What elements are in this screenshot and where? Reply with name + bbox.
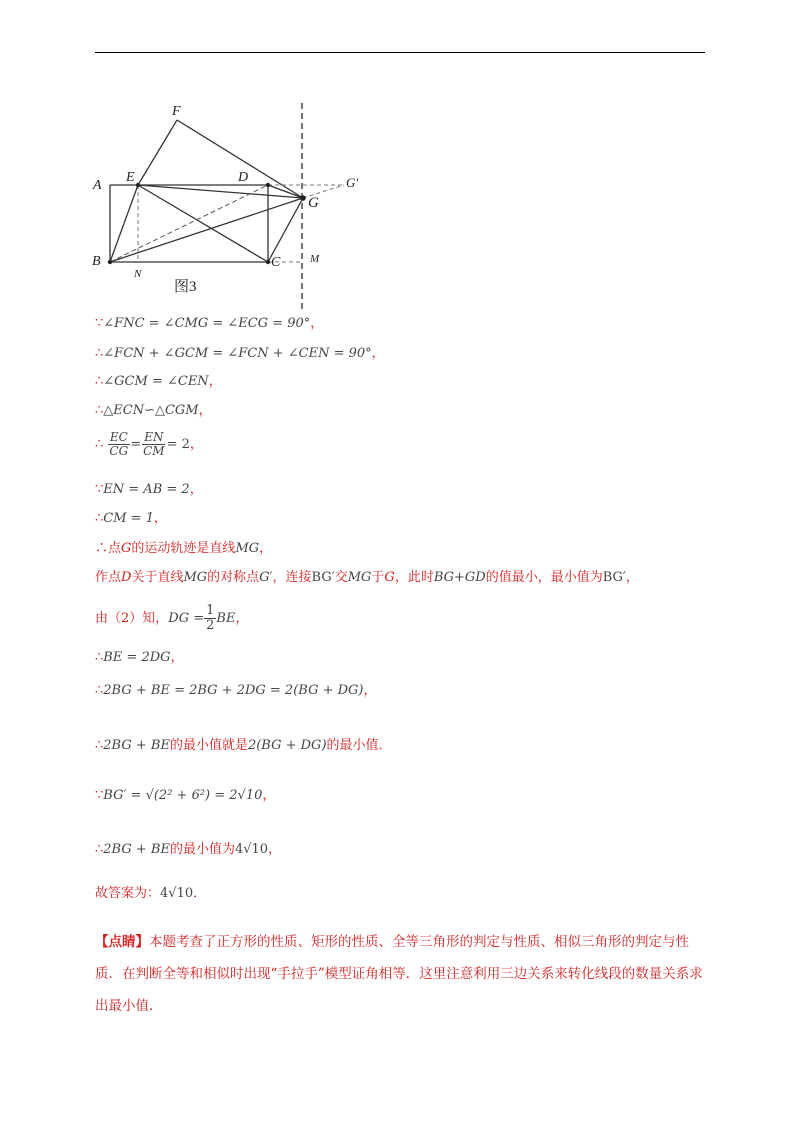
seg-ef — [138, 120, 177, 185]
geometry-figure — [88, 95, 378, 315]
header-rule — [95, 52, 705, 53]
line-8: ∴点G的运动轨迹是直线MG， — [95, 541, 273, 556]
comment-text: 本题考查了正方形的性质、矩形的性质、全等三角形的判定与性质、相似三角形的判定与性质．在判断全等和相似时出现“手拉手”模型证角相等．这里注意利用三边关系来转化线段的数量关系求出最小值． — [95, 934, 703, 1014]
line-9: 作点D关于直线MG的对称点G′，连接BG′交MG于G，此时BG+GD的值最小，最小值为BG′， — [95, 570, 639, 585]
line-16: 故答案为：4√10． — [95, 886, 207, 901]
point-g — [300, 195, 306, 201]
point-c — [266, 260, 270, 264]
fraction-one-half: $\frac{1}{2}$ — [206, 603, 215, 633]
point-d — [266, 183, 270, 187]
label-e: E — [126, 170, 135, 185]
point-b — [108, 260, 112, 264]
label-gp: G′ — [346, 175, 359, 190]
label-b: B — [92, 254, 101, 269]
label-m: M — [310, 253, 320, 265]
seg-fg — [177, 120, 303, 198]
point-e — [136, 183, 140, 187]
fraction-en-cm: $\frac{EN}{CM}$ — [143, 430, 165, 458]
line-12: ∴2BG + BE = 2BG + 2DG = 2(BG + DG)， — [95, 683, 377, 698]
line-1: ∵∠FNC = ∠CMG = ∠ECG = 90°， — [95, 316, 324, 331]
fraction-ec-cg: $\frac{EC}{CG}$ — [109, 430, 129, 458]
label-n: N — [134, 268, 142, 280]
line-14: ∵BG′ = √(2² + 6²) = 2√10， — [95, 788, 276, 803]
label-c: C — [271, 255, 281, 270]
label-f: F — [172, 104, 181, 119]
line-5: ∴ $\frac{EC}{CG}$ = $\frac{EN}{CM}$ = 2， — [95, 430, 203, 458]
label-d: D — [238, 170, 249, 185]
seg-bg — [110, 198, 303, 262]
comment-paragraph — [95, 926, 707, 1022]
label-a: A — [93, 178, 102, 193]
line-10: 由（2）知，DG = $\frac{1}{2}$ BE， — [95, 603, 249, 633]
line-2: ∴∠FCN + ∠GCM = ∠FCN + ∠CEN = 90°， — [95, 346, 385, 361]
line-6: ∵EN = AB = 2， — [95, 482, 203, 497]
line-4: ∴△ECN∽△CGM， — [95, 403, 212, 418]
line-3: ∴∠GCM = ∠CEN， — [95, 374, 222, 389]
line-11: ∴BE = 2DG， — [95, 650, 184, 665]
line-15: ∴2BG + BE的最小值为4√10， — [95, 842, 282, 857]
seg-eg — [138, 185, 303, 198]
seg-ec — [138, 185, 268, 262]
line-7: ∴CM = 1， — [95, 511, 167, 526]
figure-caption: 图3 — [174, 279, 197, 295]
comment-tag: 【点睛】 — [95, 934, 149, 950]
line-13: ∴2BG + BE的最小值就是2(BG + DG)的最小值． — [95, 738, 392, 753]
label-g: G — [308, 195, 319, 211]
